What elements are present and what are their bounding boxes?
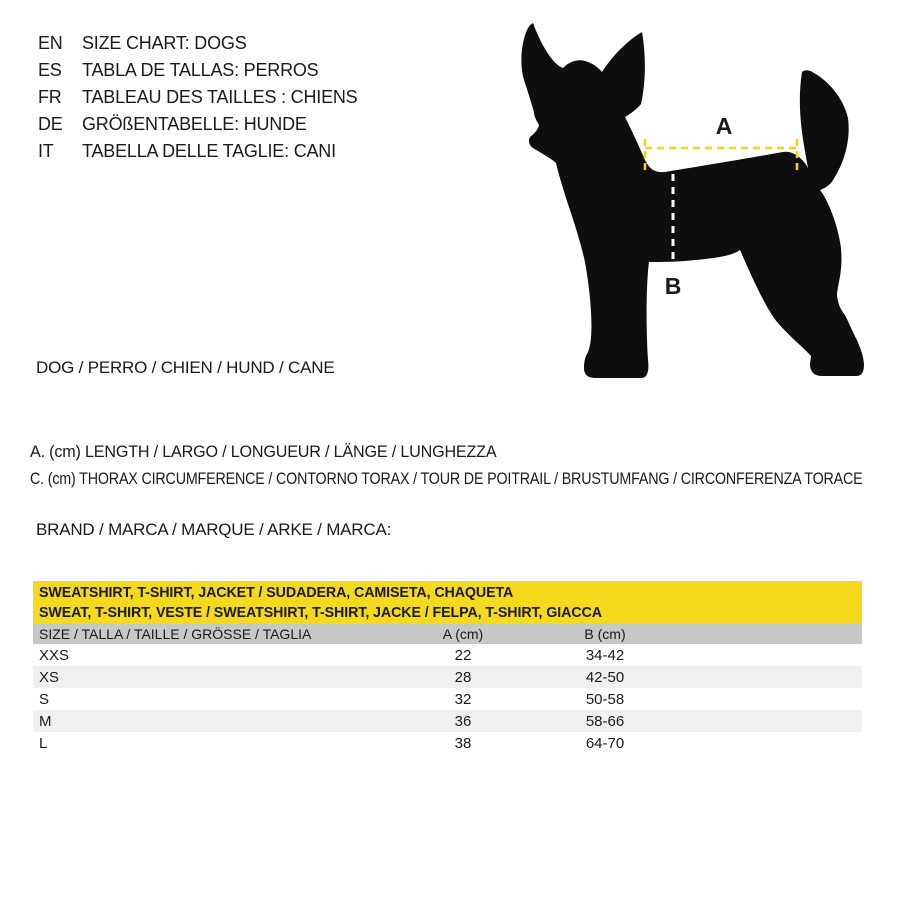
cell-b: 64-70 (585, 734, 625, 752)
measure-a-label: A (715, 113, 733, 139)
language-row-it (38, 138, 358, 165)
header-b-cm: B (cm) (584, 626, 626, 642)
language-code: EN (38, 33, 63, 53)
cell-size: S (39, 690, 50, 708)
table-row (33, 644, 862, 666)
cell-b: 50-58 (585, 690, 625, 708)
measurement-c-description (30, 469, 900, 489)
measurement-a-text: A. (cm) LENGTH / LARGO / LONGUEUR / LÄNGE / LUNGHEZZA (30, 442, 497, 461)
cell-size: L (39, 734, 48, 752)
table-row (33, 666, 862, 688)
cell-a: 28 (454, 668, 472, 686)
language-row-en (38, 30, 358, 57)
cell-b: 42-50 (585, 668, 625, 686)
language-row-de (38, 111, 358, 138)
language-code: IT (38, 141, 54, 161)
cell-b: 58-66 (585, 712, 625, 730)
cell-a: 22 (454, 646, 472, 664)
brand-line: BRAND / MARCA / MARQUE / ARKE / MARCA: (36, 520, 392, 539)
banner-line-2 (39, 603, 862, 623)
dog-silhouette-icon (521, 23, 864, 378)
dog-measurement-diagram (500, 0, 900, 400)
measurement-c-text: C. (cm) THORAX CIRCUMFERENCE / CONTORNO TORAX / TOUR DE POITRAIL / BRUSTUMFANG / CIRCONFERENZA TORACE (30, 469, 863, 488)
measure-b-label: B (664, 273, 682, 299)
header-size: SIZE / TALLA / TAILLE / GRÖSSE / TAGLIA (39, 626, 312, 642)
banner-line-2-text: SWEAT, T-SHIRT, VESTE / SWEATSHIRT, T-SHIRT, JACKE / FELPA, T-SHIRT, GIACCA (39, 603, 602, 621)
language-label: GRÖßENTABELLE: HUNDE (82, 114, 307, 134)
language-row-es (38, 57, 358, 84)
table-row (33, 710, 862, 732)
cell-a: 36 (454, 712, 472, 730)
size-table (33, 581, 862, 754)
table-row (33, 732, 862, 754)
dog-silhouette-svg (500, 0, 900, 400)
language-label: TABLA DE TALLAS: PERROS (82, 60, 319, 80)
cell-size: XXS (39, 646, 70, 664)
cell-a: 38 (454, 734, 472, 752)
cell-size: M (39, 712, 52, 730)
language-row-fr (38, 84, 358, 111)
header-a-cm: A (cm) (442, 626, 484, 642)
language-label: TABELLA DELLE TAGLIE: CANI (82, 141, 336, 161)
language-label: SIZE CHART: DOGS (82, 33, 247, 53)
cell-size: XS (39, 668, 60, 686)
language-list (38, 30, 358, 165)
table-banner (33, 581, 862, 624)
language-code: FR (38, 87, 62, 107)
cell-a: 32 (454, 690, 472, 708)
banner-line-1-text: SWEATSHIRT, T-SHIRT, JACKET / SUDADERA, CAMISETA, CHAQUETA (39, 583, 514, 601)
table-row (33, 688, 862, 710)
animal-title: DOG / PERRO / CHIEN / HUND / CANE (36, 358, 335, 377)
measurement-a-description (30, 442, 521, 462)
language-code: DE (38, 114, 63, 134)
cell-b: 34-42 (585, 646, 625, 664)
language-label: TABLEAU DES TAILLES : CHIENS (82, 87, 358, 107)
banner-line-1 (39, 583, 862, 603)
language-code: ES (38, 60, 62, 80)
table-header-row (33, 624, 862, 644)
